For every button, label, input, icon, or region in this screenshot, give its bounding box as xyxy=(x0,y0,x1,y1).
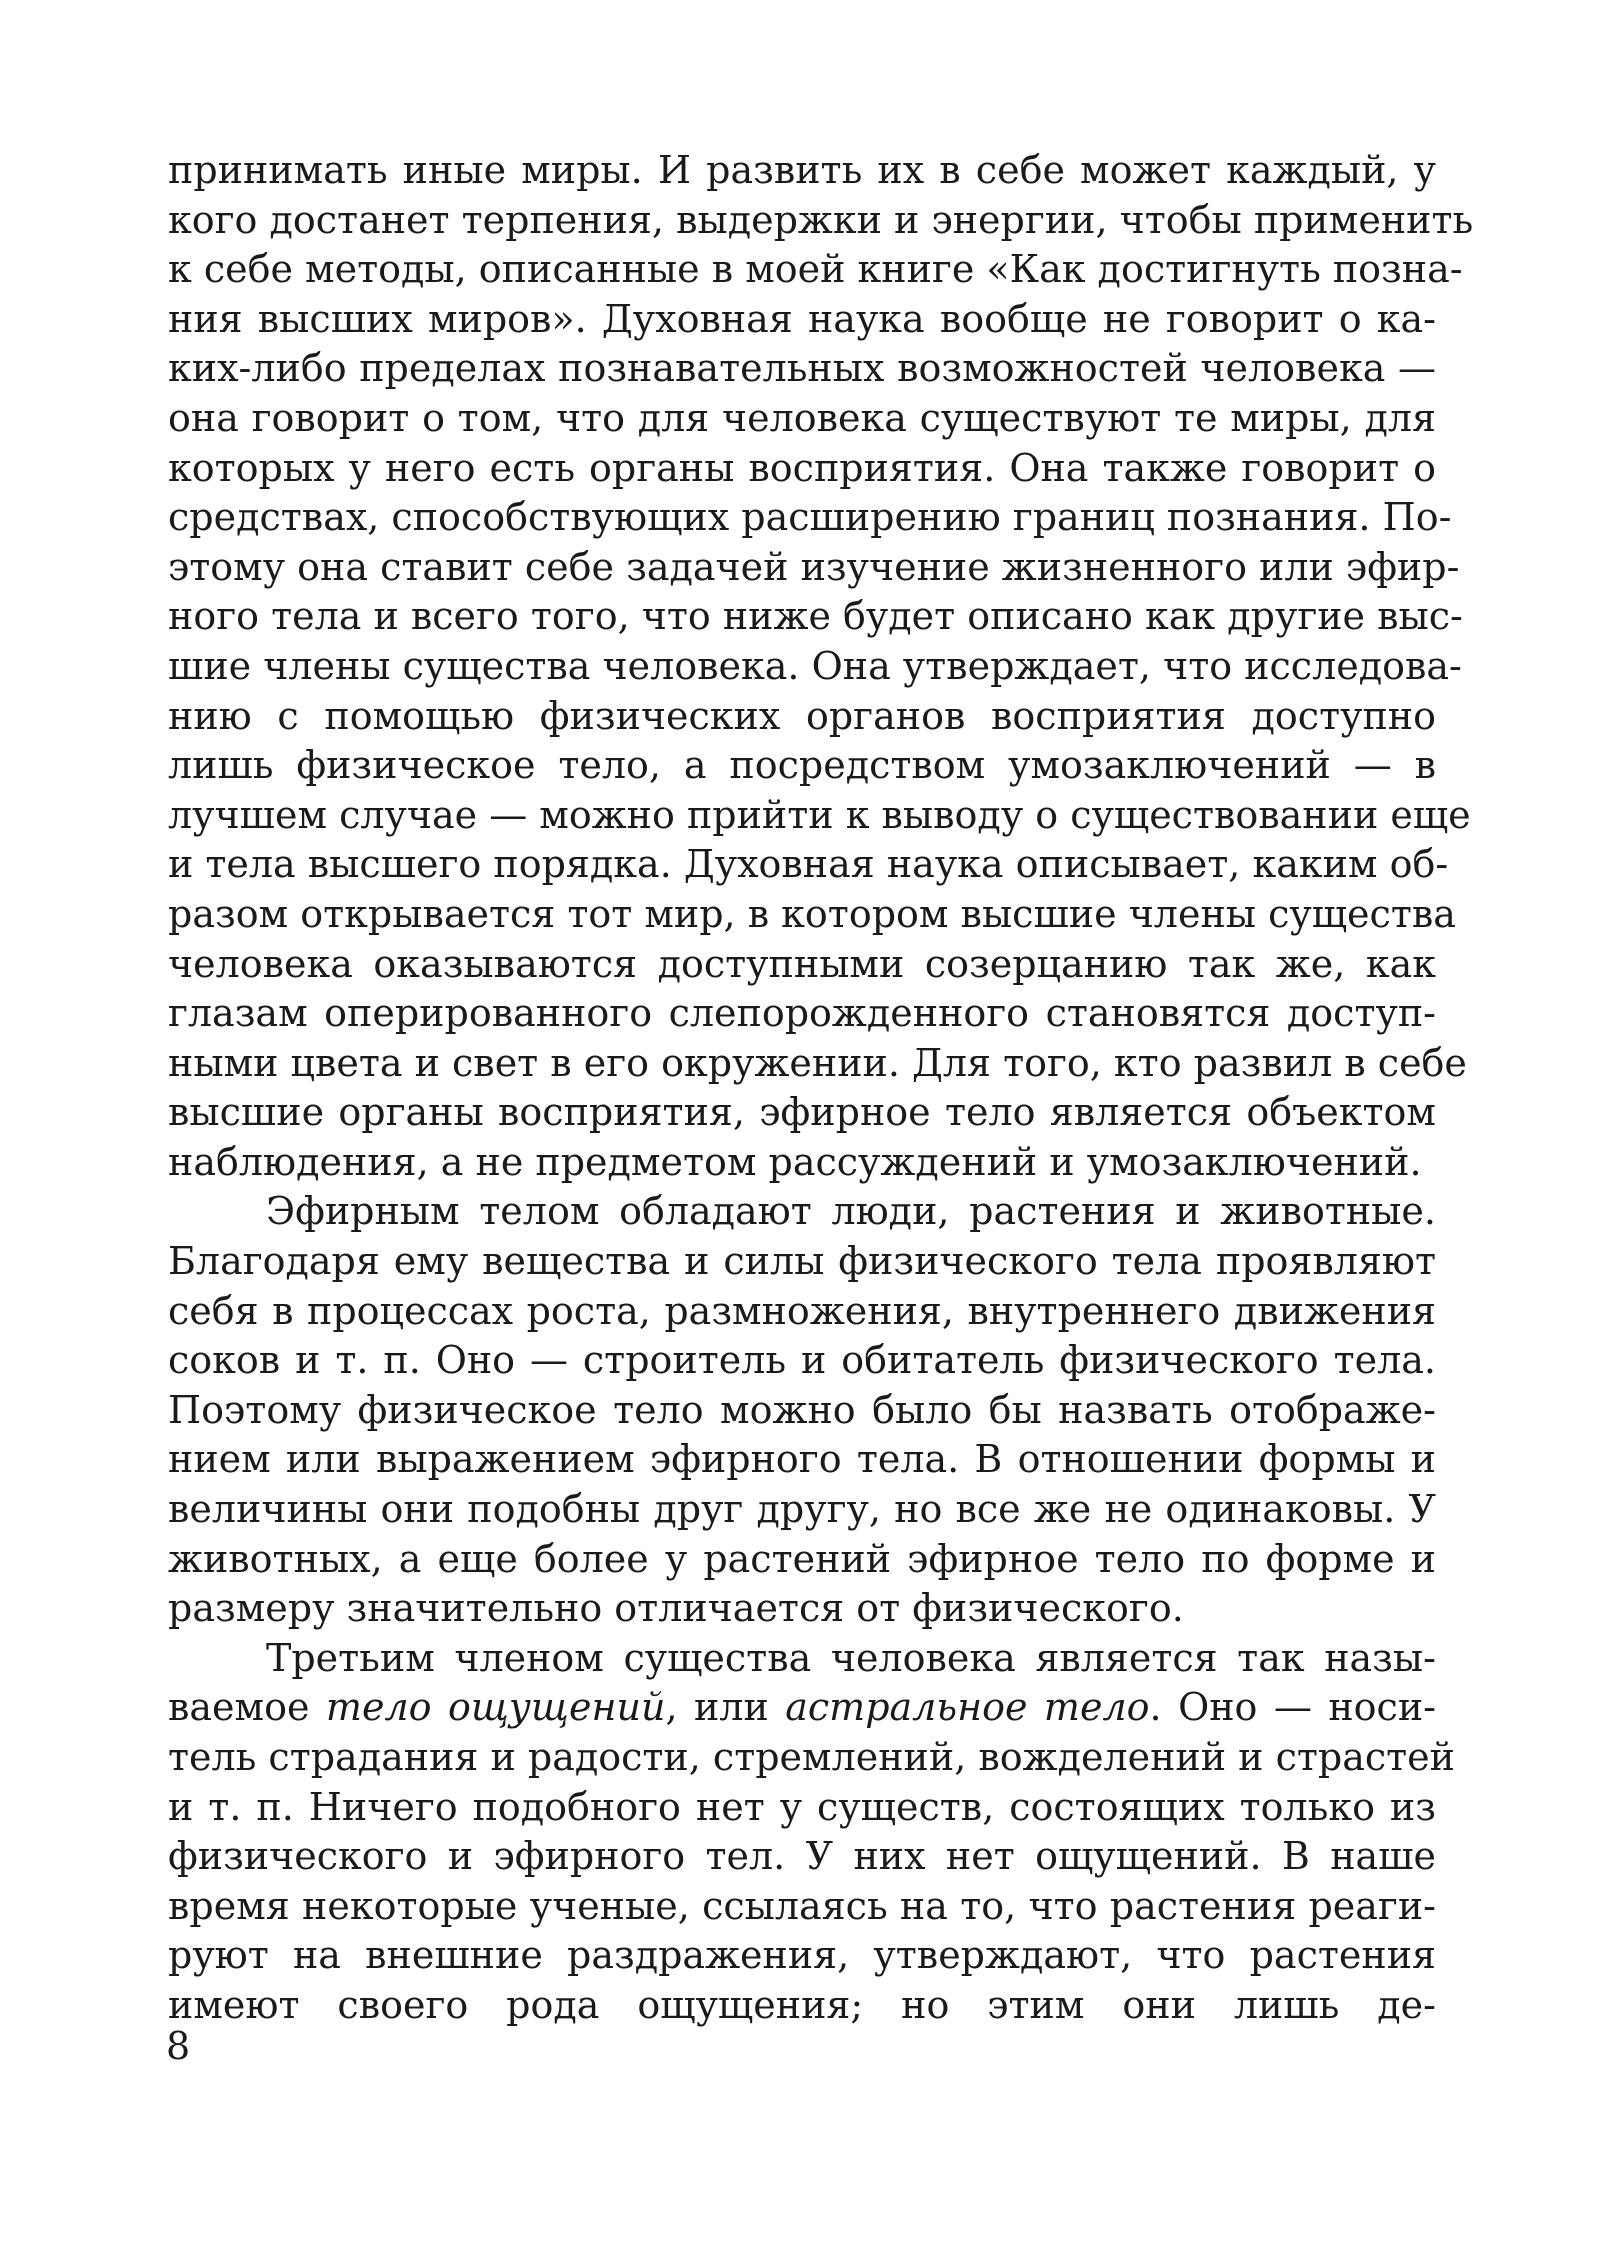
text-line: и т. п. Ничего подобного нет у существ, состоящих только из xyxy=(168,1784,1436,1829)
text-line: шие члены существа человека. Она утверждает, что исследова- xyxy=(168,643,1462,688)
text-fragment: , или xyxy=(665,1685,786,1730)
text-fragment: ваемое xyxy=(168,1685,326,1730)
text-line: физического и эфирного тел. У них нет ощущений. В наше xyxy=(168,1834,1436,1879)
text-line: время некоторые ученые, ссылаясь на то, что растения реаги- xyxy=(168,1883,1436,1928)
paragraph-1 xyxy=(168,146,1474,1187)
term-italic-astral-body: астральное тело xyxy=(785,1685,1150,1730)
text-fragment: . Оно — носи- xyxy=(1149,1685,1436,1730)
paragraph-2 xyxy=(168,1187,1436,1633)
text-line: нием или выражением эфирного тела. В отношении формы и xyxy=(168,1437,1436,1482)
text-line: животных, а еще более у растений эфирное тело по форме и xyxy=(168,1536,1436,1581)
text-line: себя в процессах роста, размножения, внутреннего движения xyxy=(168,1288,1436,1333)
text-line: ного тела и всего того, что ниже будет описано как другие выс- xyxy=(168,594,1463,639)
text-line: ния высших миров». Духовная наука вообще не говорит о ка- xyxy=(168,296,1436,341)
text-line: Благодаря ему вещества и силы физического тела проявляют xyxy=(168,1239,1436,1284)
text-line: и тела высшего порядка. Духовная наука описывает, каким об- xyxy=(168,842,1449,887)
paragraph-3 xyxy=(168,1634,1455,2031)
text-line: Третьим членом существа человека является так назы- xyxy=(266,1635,1436,1680)
text-line: тель страдания и радости, стремлений, вожделений и страстей xyxy=(168,1735,1455,1779)
text-line: нию с помощью физических органов восприятия доступно xyxy=(168,693,1436,738)
text-line: лучшем случае — можно прийти к выводу о существовании еще xyxy=(168,792,1471,837)
text-line: человека оказываются доступными созерцанию так же, как xyxy=(168,941,1436,986)
text-line: лишь физическое тело, а посредством умозаключений — в xyxy=(168,743,1436,788)
text-line: средствах, способствующих расширению границ познания. По- xyxy=(168,495,1452,540)
text-line: кого достанет терпения, выдержки и энергии, чтобы применить xyxy=(168,197,1474,242)
term-italic-feeling-body: тело ощущений xyxy=(325,1685,666,1730)
text-line: разом открывается тот мир, в котором высшие члены существа xyxy=(168,891,1456,936)
text-line: которых у него есть органы восприятия. Она также говорит о xyxy=(168,445,1436,490)
text-line-with-italics xyxy=(168,1683,1436,1733)
text-line: Поэтому физическое тело можно было бы назвать отображе- xyxy=(168,1387,1436,1432)
text-line: размеру значительно отличается от физического. xyxy=(168,1586,1184,1631)
text-line: руют на внешние раздражения, утверждают, что растения xyxy=(168,1933,1436,1978)
text-line: принимать иные миры. И развить их в себе может каждый, у xyxy=(168,148,1436,192)
text-line: этому она ставит себе задачей изучение жизненного или эфир- xyxy=(168,544,1460,589)
text-line: ными цвета и свет в его окружении. Для того, кто развил в себе xyxy=(168,1040,1467,1085)
text-line: к себе методы, описанные в моей книге «Как достигнуть позна- xyxy=(168,247,1463,292)
text-line: наблюдения, а не предметом рассуждений и умозаключений. xyxy=(168,1139,1422,1184)
page-number: 8 xyxy=(166,2024,191,2068)
text-line: она говорит о том, что для человека существуют те миры, для xyxy=(168,395,1436,440)
text-line: величины они подобны друг другу, но все же не одинаковы. У xyxy=(168,1487,1436,1532)
body-text xyxy=(168,146,1474,2031)
text-line: имеют своего рода ощущения; но этим они лишь де- xyxy=(168,1982,1436,2027)
text-line: глазам оперированного слепорожденного становятся доступ- xyxy=(168,991,1436,1036)
text-line: ких-либо пределах познавательных возможностей человека — xyxy=(168,346,1436,391)
text-line: высшие органы восприятия, эфирное тело является объектом xyxy=(168,1090,1436,1135)
text-line: соков и т. п. Оно — строитель и обитатель физического тела. xyxy=(168,1338,1436,1383)
text-line: Эфирным телом обладают люди, растения и животные. xyxy=(266,1189,1436,1234)
